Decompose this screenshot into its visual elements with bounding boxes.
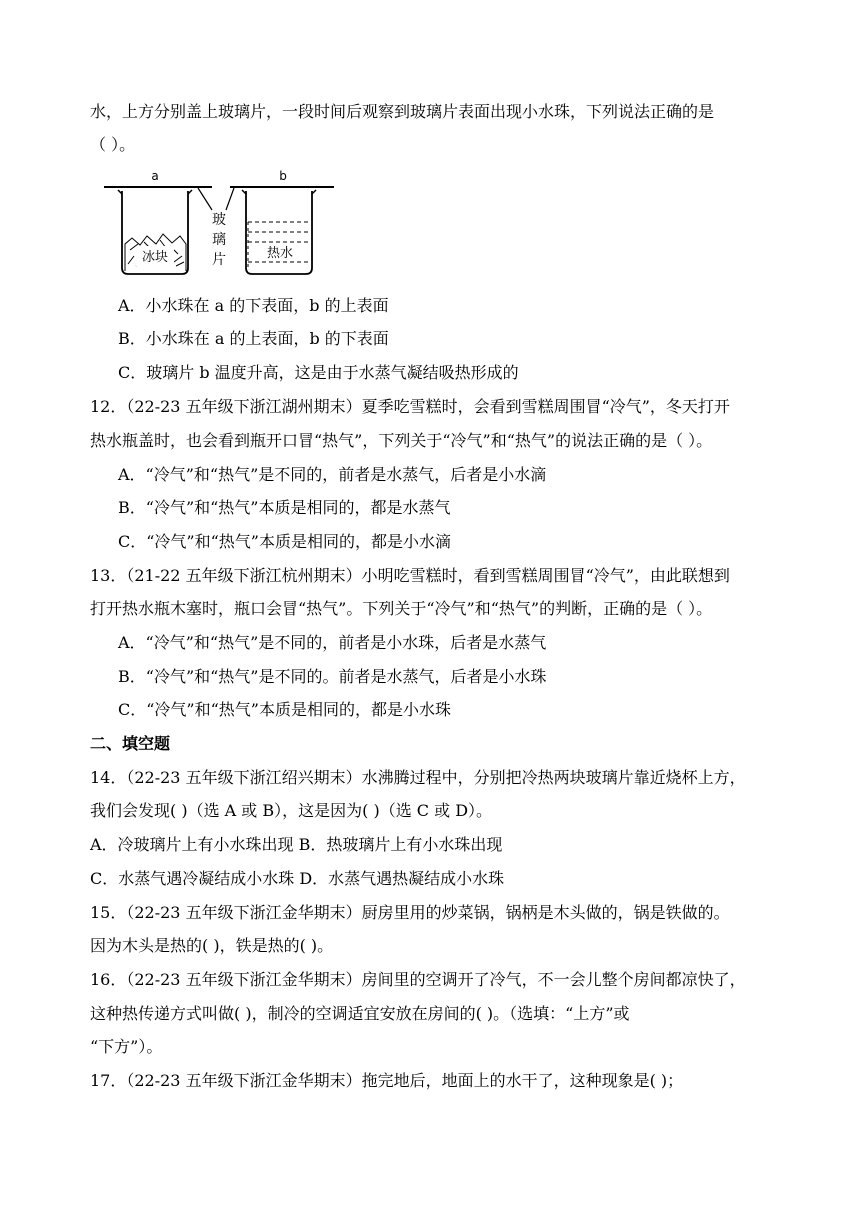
q17-line1: 17．（22-23 五年级下浙江金华期末）拖完地后，地面上的水干了，这种现象是( )； [90,1071,684,1090]
q14-line3: A．冷玻璃片上有小水珠出现 B．热玻璃片上有小水珠出现 [90,835,503,854]
q11-option-b: B．小水珠在 a 的上表面，b 的下表面 [118,329,389,348]
q11-beaker-diagram [100,166,336,278]
q11-option-c: C．玻璃片 b 温度升高，这是由于水蒸气凝结吸热形成的 [118,363,519,382]
label-b: b [279,169,287,183]
q13-option-b: B．“冷气”和“热气”是不同的。前者是水蒸气，后者是小水珠 [118,667,547,686]
glass-label-2: 璃 [212,232,226,248]
q12-option-b: B．“冷气”和“热气”本质是相同的，都是水蒸气 [118,498,451,517]
q12-option-c: C．“冷气”和“热气”本质是相同的，都是小水滴 [118,532,451,551]
q14-line4: C．水蒸气遇冷凝结成小水珠 D．水蒸气遇热凝结成小水珠 [90,869,505,888]
q14-line2: 我们会发现( )（选 A 或 B），这是因为( )（选 C 或 D）。 [90,801,493,820]
q12-line2: 热水瓶盖时，也会看到瓶开口冒“热气”，下列关于“冷气”和“热气”的说法正确的是（ ）。 [90,431,713,450]
q13-line1: 13．（21-22 五年级下浙江杭州期末）小明吃雪糕时，看到雪糕周围冒“冷气”，由此联想到 [90,566,730,585]
glass-label-3: 片 [212,252,226,268]
hot-water-label: 热水 [266,246,294,261]
q13-option-a: A．“冷气”和“热气”是不同的，前者是小水珠，后者是水蒸气 [118,633,547,652]
glass-label-1: 玻 [212,212,226,228]
q13-option-c: C．“冷气”和“热气”本质是相同的，都是小水珠 [118,700,451,719]
q11-stem-line2: （ ）。 [90,135,136,154]
q16-line1: 16．（22-23 五年级下浙江金华期末）房间里的空调开了冷气，不一会儿整个房间都凉快了， [90,970,746,989]
q12-option-a: A．“冷气”和“热气”是不同的，前者是水蒸气，后者是小水滴 [118,465,547,484]
q15-line1: 15．（22-23 五年级下浙江金华期末）厨房里用的炒菜锅，锅柄是木头做的，锅是铁做的。 [90,903,730,922]
q11-option-a: A．小水珠在 a 的下表面，b 的上表面 [118,296,389,315]
q16-line3: “下方”）。 [90,1037,163,1056]
label-a: a [151,169,159,183]
q11-stem-line1: 水，上方分别盖上玻璃片，一段时间后观察到玻璃片表面出现小水珠，下列说法正确的是 [90,102,715,121]
section-heading: 二、填空题 [90,734,171,753]
q13-line2: 打开热水瓶木塞时，瓶口会冒“热气”。下列关于“冷气”和“热气”的判断，正确的是（ ）。 [90,599,713,618]
q12-line1: 12．（22-23 五年级下浙江湖州期末）夏季吃雪糕时，会看到雪糕周围冒“冷气”，冬天打开 [90,397,730,416]
ice-label: 冰块 [141,250,169,265]
q16-line2: 这种热传递方式叫做( )，制冷的空调适宜安放在房间的( )。（选填：“上方”或 [90,1004,630,1023]
q14-line1: 14．（22-23 五年级下浙江绍兴期末）水沸腾过程中，分别把冷热两块玻璃片靠近烧杯上方， [90,768,746,787]
q15-line2: 因为木头是热的( )，铁是热的( )。 [90,936,334,955]
